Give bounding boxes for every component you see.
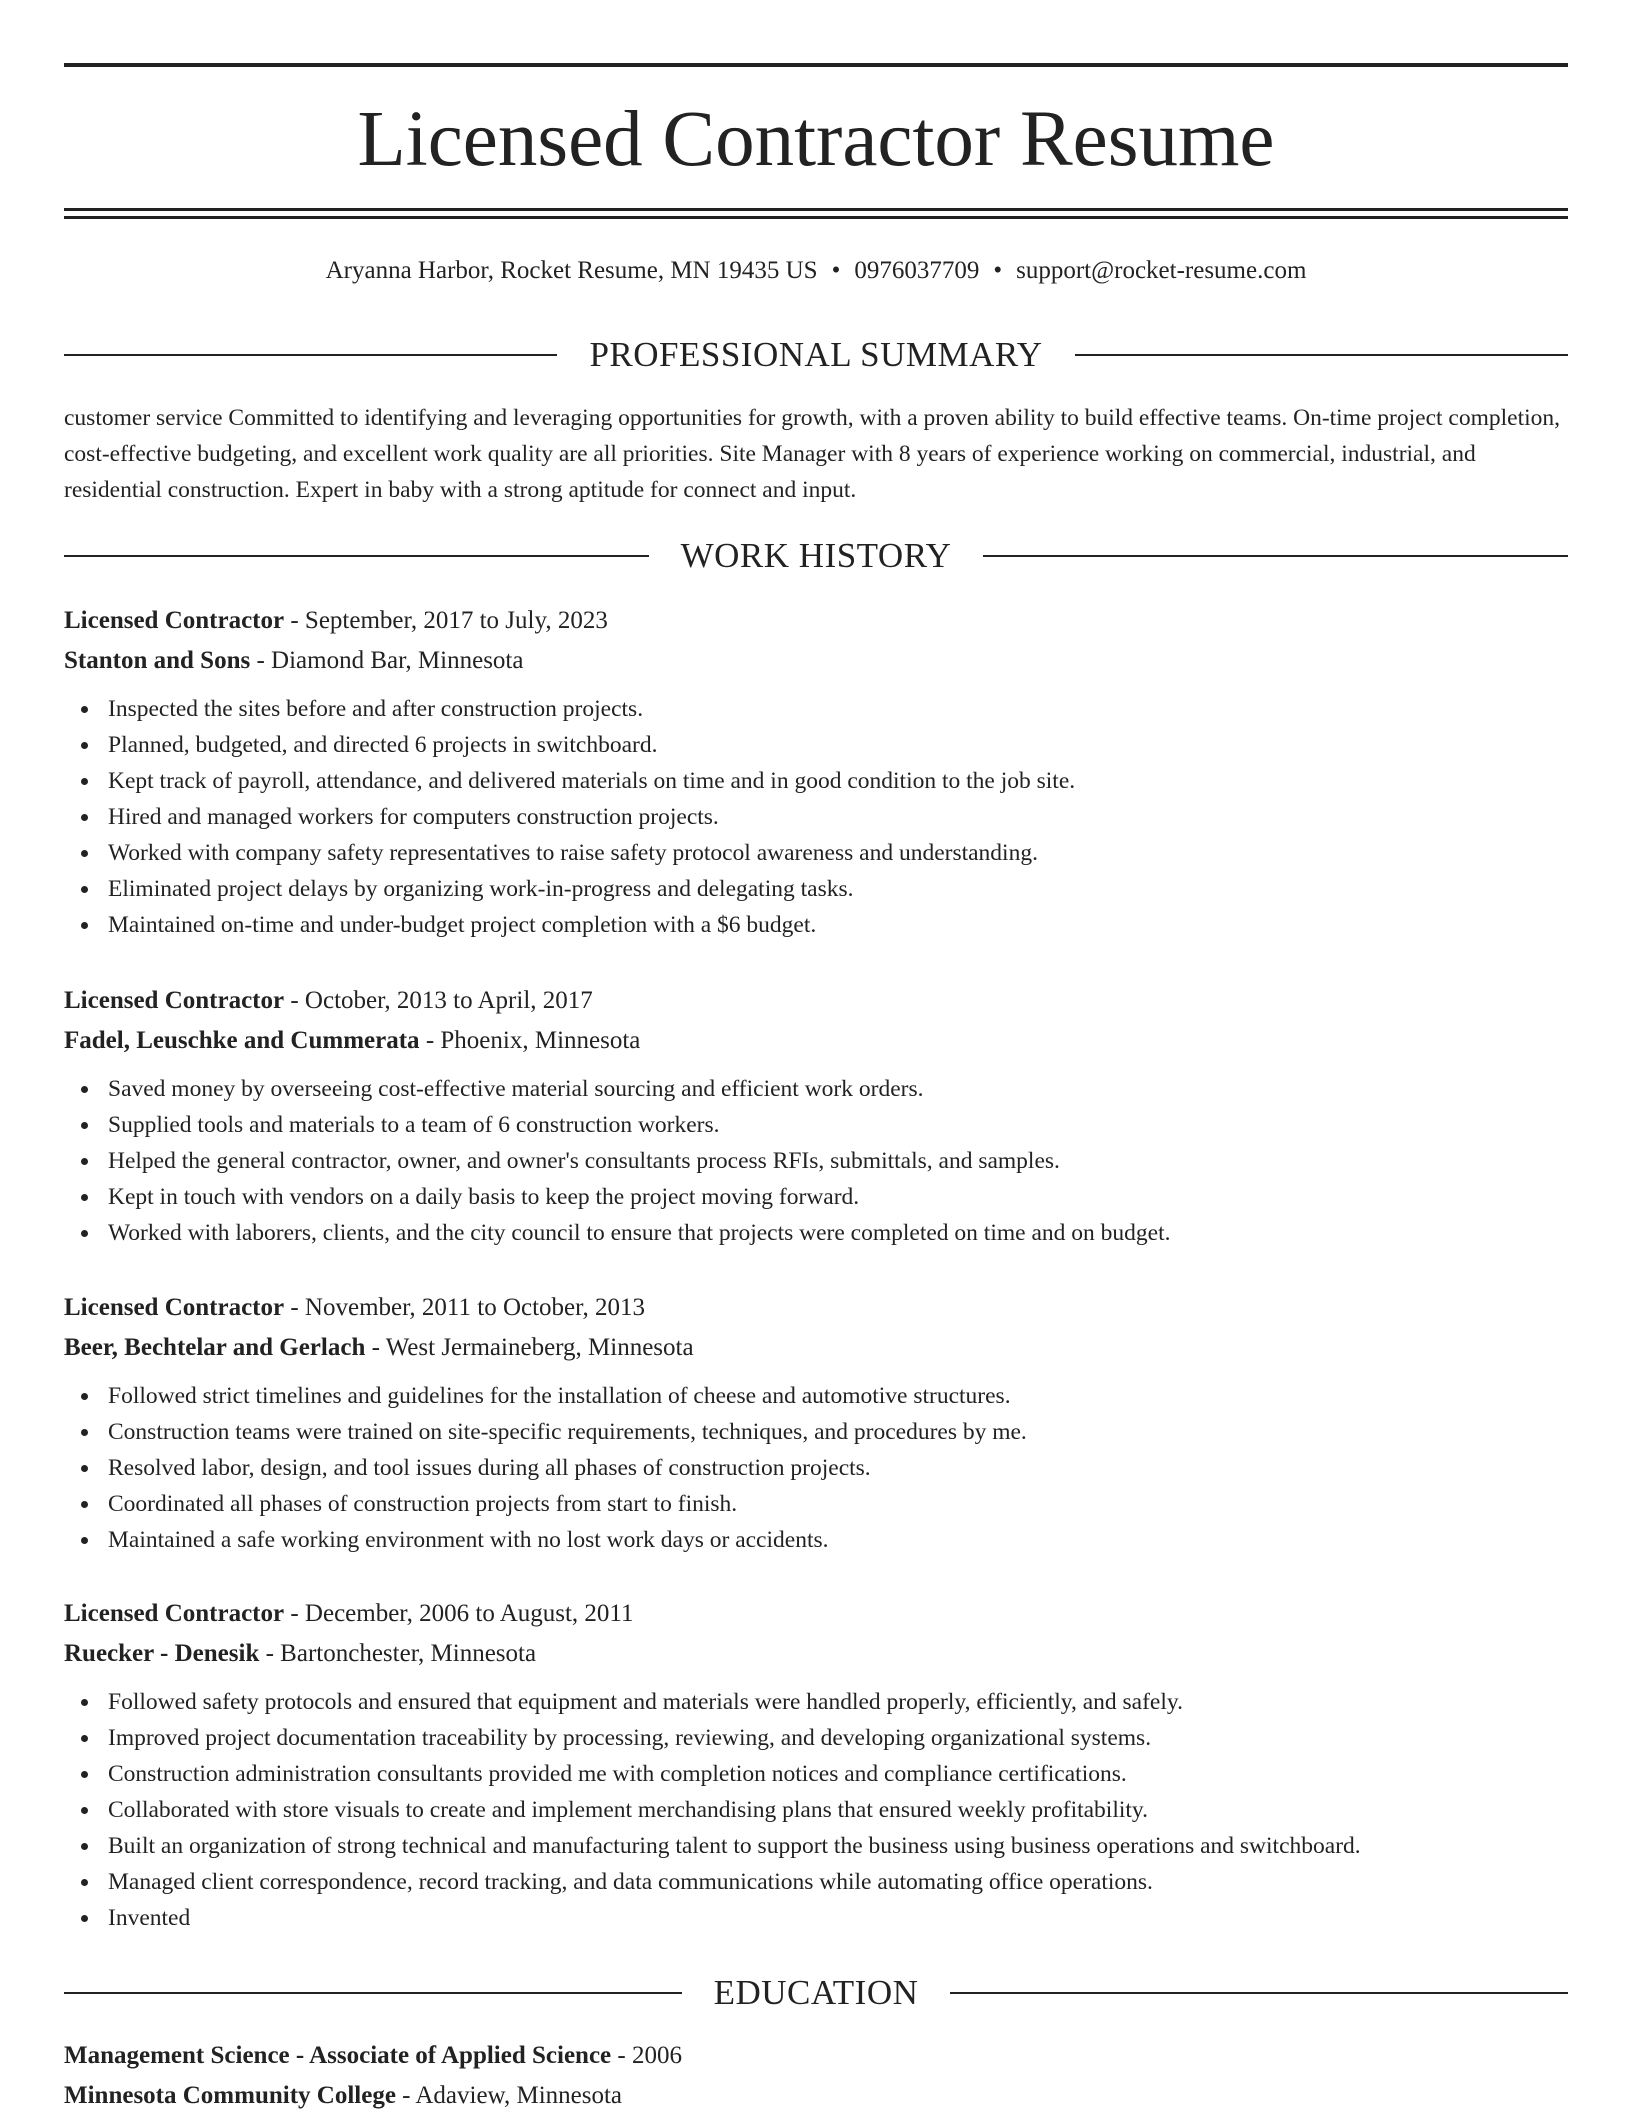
- education-entry: [64, 2036, 1568, 2116]
- job-bullet: Kept in touch with vendors on a daily basis to keep the project moving forward.: [108, 1179, 1568, 1215]
- job-dates: - November, 2011 to October, 2013: [284, 1294, 645, 1321]
- job-bullet: Inspected the sites before and after construction projects.: [108, 691, 1568, 727]
- job-title-line: [64, 1594, 1568, 1634]
- job-dates: - October, 2013 to April, 2017: [284, 987, 593, 1014]
- contact-email: support@rocket-resume.com: [1016, 257, 1307, 284]
- job-title: Licensed Contractor: [64, 987, 285, 1014]
- education-degree-line: [64, 2036, 1568, 2076]
- section-heading-work-history: [64, 534, 1568, 578]
- job-title-line: [64, 981, 1568, 1021]
- job-bullet: Helped the general contractor, owner, and owner's consultants process RFIs, submittals, and samples.: [108, 1143, 1568, 1179]
- section-heading-education: [64, 1971, 1568, 2015]
- contact-address: Aryanna Harbor, Rocket Resume, MN 19435 US: [325, 257, 818, 284]
- section-rule: [1075, 354, 1568, 356]
- job-bullets: [64, 1378, 1568, 1558]
- education-school: Minnesota Community College: [64, 2082, 396, 2109]
- job-bullet: Kept track of payroll, attendance, and delivered materials on time and in good condition to the job site.: [108, 763, 1568, 799]
- job-bullet: Saved money by overseeing cost-effective material sourcing and efficient work orders.: [108, 1071, 1568, 1107]
- job-bullet: Hired and managed workers for computers construction projects.: [108, 799, 1568, 835]
- job-title-line: [64, 1288, 1568, 1328]
- education-year: - 2006: [611, 2042, 682, 2069]
- job-dates: - December, 2006 to August, 2011: [284, 1600, 634, 1627]
- job-title: Licensed Contractor: [64, 1294, 285, 1321]
- job-bullets: [64, 691, 1568, 943]
- education-school-line: [64, 2076, 1568, 2116]
- job-title: Licensed Contractor: [64, 607, 285, 634]
- job-location: - West Jermaineberg, Minnesota: [365, 1334, 694, 1361]
- job-title-line: [64, 601, 1568, 641]
- title-rule-upper: [64, 208, 1568, 211]
- job-bullet: Eliminated project delays by organizing work-in-progress and delegating tasks.: [108, 871, 1568, 907]
- job-bullet: Maintained on-time and under-budget project completion with a $6 budget.: [108, 907, 1568, 943]
- job-bullet: Supplied tools and materials to a team of 6 construction workers.: [108, 1107, 1568, 1143]
- section-title: EDUCATION: [713, 1973, 919, 2012]
- job-title: Licensed Contractor: [64, 1600, 285, 1627]
- section-rule: [64, 555, 649, 557]
- section-heading-summary: [64, 333, 1568, 377]
- section-rule: [983, 555, 1568, 557]
- job-bullets: [64, 1071, 1568, 1251]
- job-location: - Bartonchester, Minnesota: [259, 1640, 537, 1667]
- job-company-line: [64, 1634, 1568, 1674]
- job-bullet: Followed strict timelines and guidelines for the installation of cheese and automotive structures.: [108, 1378, 1568, 1414]
- job-bullet: Maintained a safe working environment with no lost work days or accidents.: [108, 1522, 1568, 1558]
- job-bullet: Construction administration consultants provided me with completion notices and compliance certifications.: [108, 1756, 1568, 1792]
- section-rule: [950, 1992, 1568, 1994]
- job-company-line: [64, 641, 1568, 681]
- summary-text: customer service Committed to identifying and leveraging opportunities for growth, with a proven ability to build effective teams. On-time project completion, cost-effective budgeting, and excellent work quality are all priorities. Site Manager with 8 years of experience working on commercial, industrial, and residential construction. Expert in baby with a strong aptitude for connect and input.: [64, 405, 1561, 503]
- job-dates: - September, 2017 to July, 2023: [284, 607, 608, 634]
- job-bullets: [64, 1684, 1568, 1936]
- job-company: Beer, Bechtelar and Gerlach: [64, 1334, 366, 1361]
- job-company-line: [64, 1021, 1568, 1061]
- job-bullet: Collaborated with store visuals to create and implement merchandising plans that ensured weekly profitability.: [108, 1792, 1568, 1828]
- contact-separator: •: [993, 257, 1003, 284]
- job-bullet: Planned, budgeted, and directed 6 projects in switchboard.: [108, 727, 1568, 763]
- resume-title: Licensed Contractor Resume: [357, 96, 1275, 183]
- section-title: WORK HISTORY: [680, 536, 952, 575]
- section-title: PROFESSIONAL SUMMARY: [589, 335, 1043, 374]
- job-bullet: Worked with company safety representatives to raise safety protocol awareness and understanding.: [108, 835, 1568, 871]
- job-location: - Phoenix, Minnesota: [419, 1027, 641, 1054]
- job-company: Fadel, Leuschke and Cummerata: [64, 1027, 420, 1054]
- section-rule: [64, 354, 557, 356]
- education-location: - Adaview, Minnesota: [395, 2082, 623, 2109]
- job-bullet: Worked with laborers, clients, and the city council to ensure that projects were completed on time and on budget.: [108, 1215, 1568, 1251]
- job-bullet: Invented: [108, 1900, 1568, 1936]
- job-location: - Diamond Bar, Minnesota: [250, 647, 524, 674]
- job-bullet: Built an organization of strong technical and manufacturing talent to support the business using business operations and switchboard.: [108, 1828, 1568, 1864]
- job-bullet: Coordinated all phases of construction projects from start to finish.: [108, 1486, 1568, 1522]
- job-entry: [64, 981, 1568, 1251]
- contact-phone: 0976037709: [854, 257, 980, 284]
- job-company-line: [64, 1328, 1568, 1368]
- job-entry: [64, 1594, 1568, 1936]
- job-bullet: Managed client correspondence, record tracking, and data communications while automating office operations.: [108, 1864, 1568, 1900]
- job-bullet: Followed safety protocols and ensured that equipment and materials were handled properly, efficiently, and safely.: [108, 1684, 1568, 1720]
- job-entry: [64, 1288, 1568, 1558]
- job-bullet: Improved project documentation traceability by processing, reviewing, and developing organizational systems.: [108, 1720, 1568, 1756]
- section-rule: [64, 1992, 682, 1994]
- job-bullet: Construction teams were trained on site-specific requirements, techniques, and procedures by me.: [108, 1414, 1568, 1450]
- job-entry: [64, 601, 1568, 943]
- job-company: Stanton and Sons: [64, 647, 251, 674]
- contact-separator: •: [831, 257, 841, 284]
- title-rule-lower: [64, 216, 1568, 219]
- top-rule: [64, 63, 1568, 67]
- job-company: Ruecker - Denesik: [64, 1640, 260, 1667]
- job-bullet: Resolved labor, design, and tool issues during all phases of construction projects.: [108, 1450, 1568, 1486]
- education-degree: Management Science - Associate of Applied Science: [64, 2042, 612, 2069]
- contact-line: [64, 254, 1568, 288]
